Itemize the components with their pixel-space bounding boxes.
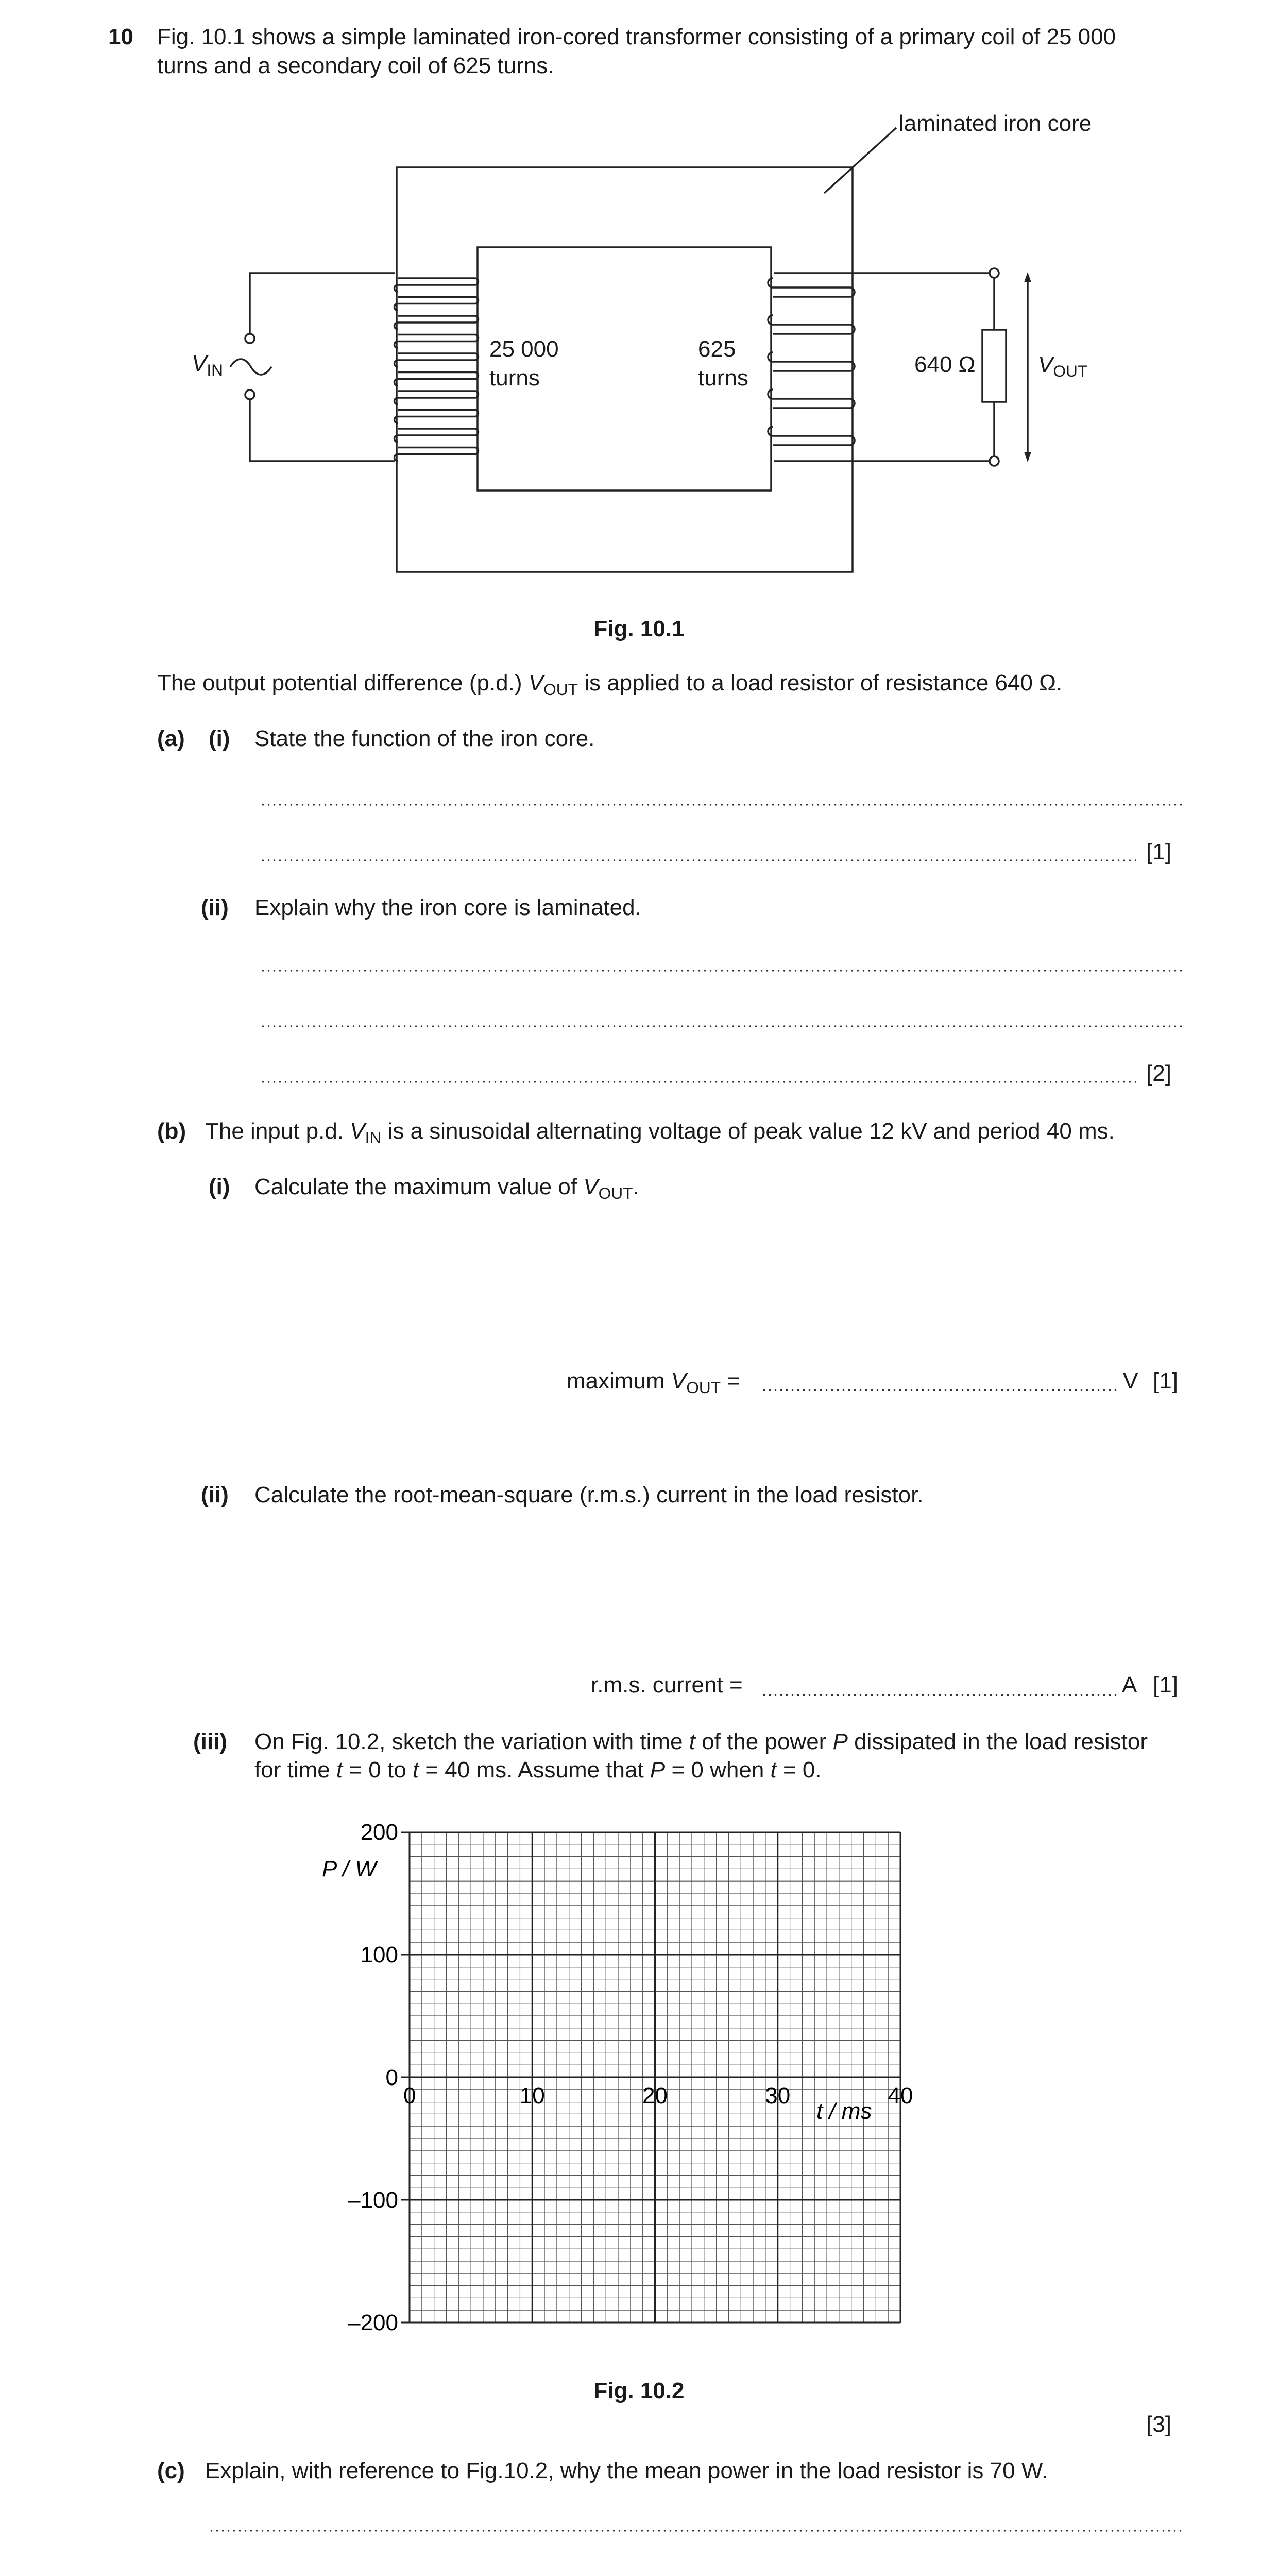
x-tick-label: 20: [642, 2083, 668, 2108]
part-a-label: (a): [157, 726, 185, 751]
statement: The output potential difference (p.d.) $V_{OUT}$ is applied to a load resistor of resistance 640 Ω.: [157, 670, 1063, 699]
part-a-i-label: (i): [209, 726, 230, 751]
part-b-ii-answer-label: r.m.s. current =: [591, 1672, 743, 1698]
part-c-text: Explain, with reference to Fig.10.2, why the mean power in the load resistor is 70 W.: [205, 2458, 1048, 2483]
y-tick-label: –100: [348, 2188, 398, 2213]
y-tick-label: –200: [348, 2310, 398, 2335]
primary-turns-number: 25 000: [489, 336, 559, 362]
part-b-label: (b): [157, 1118, 186, 1144]
part-b-ii-marks: [1]: [1153, 1672, 1178, 1698]
primary-turns-word: turns: [489, 365, 540, 391]
vin-label: $V_{IN}$: [192, 351, 224, 379]
part-a-i-marks: [1]: [1146, 839, 1171, 865]
part-b-i-label: (i): [209, 1174, 230, 1199]
intro-line-2: turns and a secondary coil of 625 turns.: [157, 53, 554, 78]
secondary-turns-word: turns: [698, 365, 748, 391]
part-b-iii-line-2: for time t = 0 to t = 40 ms. Assume that P = 0 when t = 0.: [254, 1757, 822, 1783]
resistor-label: 640 Ω: [914, 352, 976, 377]
part-a-i-text: State the function of the iron core.: [254, 726, 595, 751]
part-b-ii-unit: A: [1122, 1672, 1137, 1698]
y-tick-label: 0: [385, 2065, 398, 2090]
part-b-ii-label: (ii): [201, 1482, 229, 1507]
y-tick-label: 100: [360, 1942, 398, 1968]
part-b-iii-line-1: On Fig. 10.2, sketch the variation with time t of the power P dissipated in the load resistor: [254, 1729, 1148, 1754]
core-label: laminated iron core: [899, 111, 1092, 136]
vout-label: $V_{OUT}$: [1038, 352, 1088, 380]
part-a-ii-marks: [2]: [1146, 1061, 1171, 1086]
question-number: 10: [108, 24, 133, 49]
part-a-ii-text: Explain why the iron core is laminated.: [254, 895, 641, 920]
answer-line[interactable]: [209, 2530, 1182, 2532]
part-b-iii-label: (iii): [193, 1729, 227, 1754]
part-a-ii-label: (ii): [201, 895, 229, 920]
part-b-iii-marks: [3]: [1146, 2412, 1171, 2437]
part-b-stem: The input p.d. $V_{IN}$ is a sinusoidal alternating voltage of peak value 12 kV and period 40 ms.: [205, 1118, 1115, 1147]
x-tick-label: 0: [403, 2083, 416, 2108]
y-tick-label: 200: [360, 1820, 398, 1845]
x-axis-label: t / ms: [816, 2098, 872, 2124]
x-tick-label: 30: [765, 2083, 791, 2108]
y-tick-labels: [348, 1820, 398, 2335]
part-b-i-marks: [1]: [1153, 1368, 1178, 1394]
x-tick-label: 10: [519, 2083, 545, 2108]
part-c-label: (c): [157, 2458, 185, 2483]
secondary-turns-number: 625: [698, 336, 736, 362]
x-tick-label: 40: [888, 2083, 913, 2108]
fig1-caption: Fig. 10.1: [593, 616, 685, 641]
y-axis-label: P / W: [322, 1856, 377, 1882]
fig2-caption: Fig. 10.2: [593, 2378, 685, 2403]
part-b-i-unit: V: [1123, 1368, 1138, 1394]
part-b-i-text: Calculate the maximum value of $V_{OUT}$.: [254, 1174, 639, 1202]
intro-line-1: Fig. 10.1 shows a simple laminated iron-cored transformer consisting of a primary coil of 25 000: [157, 24, 1116, 49]
part-b-i-answer-label: maximum $V_{OUT}$ =: [567, 1368, 741, 1397]
part-b-ii-text: Calculate the root-mean-square (r.m.s.) current in the load resistor.: [254, 1482, 924, 1507]
